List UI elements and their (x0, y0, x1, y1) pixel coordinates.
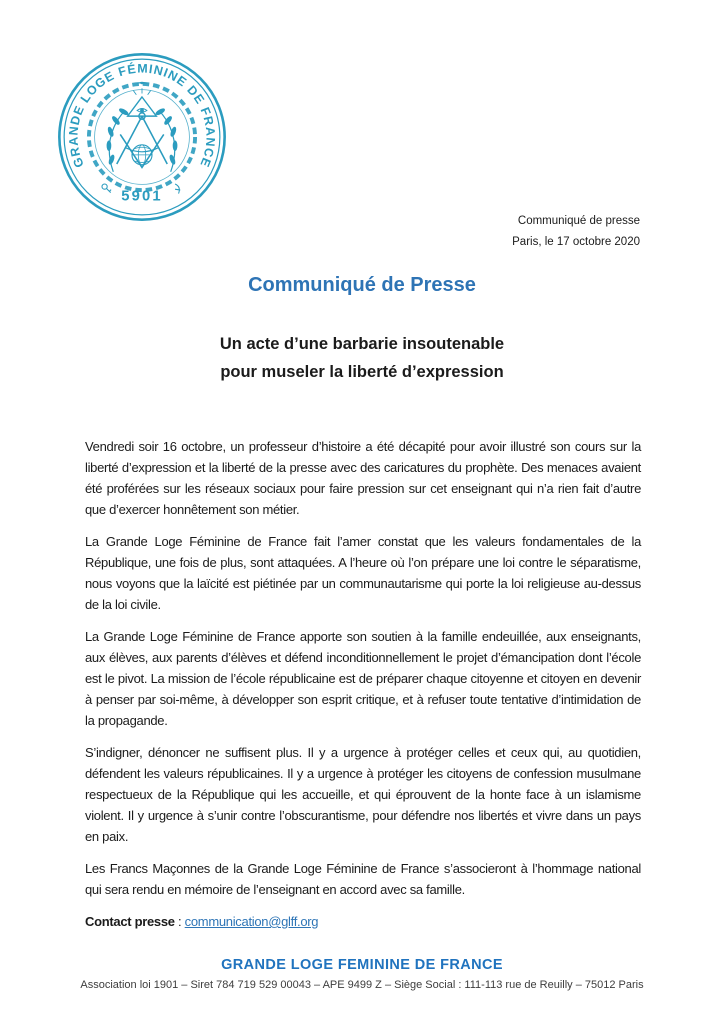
contact-label: Contact presse (85, 914, 175, 929)
contact-line (85, 911, 641, 932)
subtitle-line-1: Un acte d’une barbarie insoutenable (219, 335, 505, 353)
seal-ring-text: GRANDE LOGE FÉMININE DE FRANCE (66, 61, 218, 170)
sprig-ornament-icon (175, 184, 180, 194)
seal-chain-ring (89, 84, 195, 190)
paragraph-1: Vendredi soir 16 octobre, un professeur d’histoire a été décapité pour avoir illustré son cours sur la liberté d’expression et la liberté de la presse avec des caricatures du prophète. Des menaces avaient été proférées sur les réseaux sociaux pour faire pression sur cet enseignant qui n’a rien fait d’autre que d’exercer honnêtement son métier. (85, 439, 641, 517)
page-title: Communiqué de Presse (248, 274, 476, 296)
footer-legal-line: Association loi 1901 – Siret 784 719 529 00043 – APE 9499 Z – Siège Social : 111-113 rue de Reuilly – 75012 Paris (80, 979, 644, 991)
compass-icon (117, 113, 167, 164)
doc-type-line: Communiqué de presse (517, 215, 640, 227)
date-line: Paris, le 17 octobre 2020 (512, 236, 640, 248)
paragraph-3: La Grande Loge Féminine de France apporte son soutien à la famille endeuillée, aux enseignants, aux élèves, aux parents d’élèves et défend inconditionnellement le projet d’émancipation dont l’école est le pivot. La mission de l’école républicaine est de préparer chaque citoyenne et citoyen en devenir à penser par soi-même, à développer son esprit critique, et à refuser toute tentative d’intimidation de la propagande. (85, 629, 641, 728)
paragraph-5: Les Francs Maçonnes de la Grande Loge Féminine de France s’associeront à l’hommage national qui sera rendu en mémoire de l’enseignant en accord avec sa famille. (85, 861, 641, 897)
contact-separator: : (174, 914, 185, 929)
contact-email-link[interactable]: communication@glff.org (184, 914, 319, 929)
page-footer (0, 957, 724, 991)
globe-icon (132, 145, 152, 165)
eye-in-triangle-icon (128, 88, 157, 116)
paragraph-2: La Grande Loge Féminine de France fait l’amer constat que les valeurs fondamentales de la République, une fois de plus, sont attaquées. A l’heure où l’on prépare une loi contre le séparatisme, nous voyons que la laïcité est piétinée par un communautarisme qui porte la loi religieuse au-dessus de la loi civile. (85, 534, 641, 612)
seal-svg (55, 50, 229, 224)
glff-seal-logo (55, 50, 229, 224)
paragraph-4: S’indigner, dénoncer ne suffisent plus. Il y a urgence à protéger celles et ceux qui, au quotidien, défendent les valeurs républicaines. Il y a urgence à protéger les citoyens de confession musulmane respectueux de la République qui les accueille, et qui éprouvent de la honte face à un islamisme violent. Il y urgence à s’unir contre l’obscurantisme, pour défendre nos libertés et vivre dans un pays en paix. (85, 745, 641, 844)
seal-number: 5901 (121, 188, 163, 205)
svg-text:GRANDE LOGE FÉMININE DE FRANCE (66, 61, 217, 170)
footer-org-name: GRANDE LOGE FEMININE DE FRANCE (221, 957, 503, 973)
seal-chain-inner-circle (95, 90, 190, 185)
subtitle-line-2: pour museler la liberté d’expression (220, 363, 504, 381)
subtitle (0, 330, 724, 386)
body-text (85, 436, 641, 943)
date-block (512, 211, 640, 253)
key-ornament-icon (102, 184, 111, 193)
